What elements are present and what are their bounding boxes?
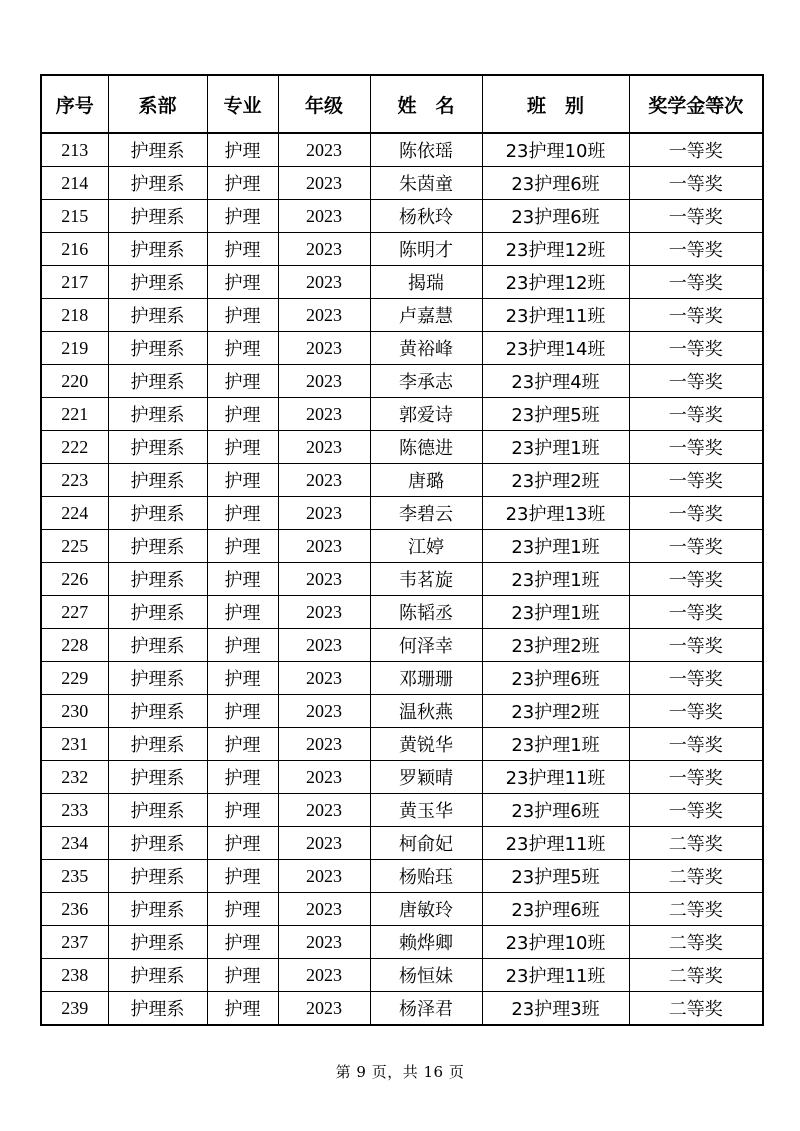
cell-department: 护理系 [108, 266, 207, 299]
cell-scholarship-level: 二等奖 [629, 893, 763, 926]
cell-grade: 2023 [278, 794, 370, 827]
cell-scholarship-level: 一等奖 [629, 563, 763, 596]
cell-department: 护理系 [108, 827, 207, 860]
cell-major: 护理 [207, 497, 278, 530]
cell-serial: 225 [41, 530, 108, 563]
cell-scholarship-level: 一等奖 [629, 794, 763, 827]
cell-major: 护理 [207, 200, 278, 233]
cell-name: 唐璐 [370, 464, 482, 497]
cell-name: 郭爱诗 [370, 398, 482, 431]
table-row [41, 695, 763, 728]
cell-name: 何泽幸 [370, 629, 482, 662]
cell-name: 陈韬丞 [370, 596, 482, 629]
table-row [41, 266, 763, 299]
cell-class: 23护理2班 [482, 629, 629, 662]
cell-grade: 2023 [278, 959, 370, 992]
cell-class: 23护理1班 [482, 530, 629, 563]
cell-scholarship-level: 二等奖 [629, 827, 763, 860]
header-class: 班 别 [482, 75, 629, 133]
cell-class: 23护理3班 [482, 992, 629, 1026]
cell-major: 护理 [207, 563, 278, 596]
cell-name: 朱茵童 [370, 167, 482, 200]
cell-class: 23护理10班 [482, 133, 629, 167]
cell-grade: 2023 [278, 563, 370, 596]
cell-name: 陈明才 [370, 233, 482, 266]
cell-name: 揭瑞 [370, 266, 482, 299]
cell-department: 护理系 [108, 332, 207, 365]
cell-scholarship-level: 一等奖 [629, 299, 763, 332]
cell-name: 黄锐华 [370, 728, 482, 761]
cell-class: 23护理11班 [482, 761, 629, 794]
table-row [41, 530, 763, 563]
cell-serial: 237 [41, 926, 108, 959]
cell-department: 护理系 [108, 860, 207, 893]
cell-grade: 2023 [278, 266, 370, 299]
cell-major: 护理 [207, 827, 278, 860]
cell-name: 罗颖晴 [370, 761, 482, 794]
cell-class: 23护理6班 [482, 893, 629, 926]
cell-grade: 2023 [278, 497, 370, 530]
cell-grade: 2023 [278, 464, 370, 497]
cell-serial: 221 [41, 398, 108, 431]
cell-class: 23护理11班 [482, 827, 629, 860]
header-serial: 序号 [41, 75, 108, 133]
cell-department: 护理系 [108, 200, 207, 233]
cell-class: 23护理1班 [482, 431, 629, 464]
cell-class: 23护理13班 [482, 497, 629, 530]
cell-grade: 2023 [278, 299, 370, 332]
cell-name: 杨贻珏 [370, 860, 482, 893]
cell-scholarship-level: 一等奖 [629, 695, 763, 728]
cell-major: 护理 [207, 398, 278, 431]
cell-scholarship-level: 二等奖 [629, 926, 763, 959]
cell-name: 柯俞妃 [370, 827, 482, 860]
cell-department: 护理系 [108, 431, 207, 464]
cell-name: 李碧云 [370, 497, 482, 530]
header-row [41, 75, 763, 133]
cell-department: 护理系 [108, 728, 207, 761]
cell-serial: 215 [41, 200, 108, 233]
cell-scholarship-level: 一等奖 [629, 266, 763, 299]
table-row [41, 200, 763, 233]
cell-name: 黄裕峰 [370, 332, 482, 365]
cell-major: 护理 [207, 959, 278, 992]
table-row [41, 893, 763, 926]
scholarship-roster-sheet [40, 74, 762, 1026]
table-row [41, 233, 763, 266]
cell-serial: 229 [41, 662, 108, 695]
cell-grade: 2023 [278, 662, 370, 695]
cell-serial: 216 [41, 233, 108, 266]
cell-grade: 2023 [278, 596, 370, 629]
cell-scholarship-level: 一等奖 [629, 596, 763, 629]
cell-department: 护理系 [108, 926, 207, 959]
cell-grade: 2023 [278, 926, 370, 959]
cell-name: 陈德进 [370, 431, 482, 464]
cell-grade: 2023 [278, 200, 370, 233]
cell-department: 护理系 [108, 530, 207, 563]
cell-class: 23护理11班 [482, 959, 629, 992]
table-row [41, 563, 763, 596]
cell-scholarship-level: 一等奖 [629, 629, 763, 662]
cell-grade: 2023 [278, 133, 370, 167]
cell-grade: 2023 [278, 332, 370, 365]
cell-scholarship-level: 一等奖 [629, 332, 763, 365]
cell-major: 护理 [207, 167, 278, 200]
cell-department: 护理系 [108, 167, 207, 200]
cell-major: 护理 [207, 728, 278, 761]
cell-serial: 213 [41, 133, 108, 167]
cell-name: 黄玉华 [370, 794, 482, 827]
cell-serial: 224 [41, 497, 108, 530]
cell-major: 护理 [207, 761, 278, 794]
cell-grade: 2023 [278, 695, 370, 728]
cell-name: 唐敏玲 [370, 893, 482, 926]
cell-department: 护理系 [108, 596, 207, 629]
cell-class: 23护理1班 [482, 563, 629, 596]
table-row [41, 398, 763, 431]
cell-name: 陈依瑶 [370, 133, 482, 167]
cell-class: 23护理1班 [482, 728, 629, 761]
table-row [41, 860, 763, 893]
cell-scholarship-level: 一等奖 [629, 398, 763, 431]
cell-scholarship-level: 一等奖 [629, 133, 763, 167]
cell-department: 护理系 [108, 299, 207, 332]
cell-name: 卢嘉慧 [370, 299, 482, 332]
table-row [41, 365, 763, 398]
cell-scholarship-level: 一等奖 [629, 167, 763, 200]
cell-class: 23护理10班 [482, 926, 629, 959]
cell-grade: 2023 [278, 992, 370, 1026]
cell-name: 杨恒妹 [370, 959, 482, 992]
cell-class: 23护理6班 [482, 200, 629, 233]
cell-class: 23护理1班 [482, 596, 629, 629]
cell-major: 护理 [207, 133, 278, 167]
cell-major: 护理 [207, 596, 278, 629]
cell-department: 护理系 [108, 893, 207, 926]
cell-name: 杨秋玲 [370, 200, 482, 233]
cell-major: 护理 [207, 893, 278, 926]
cell-class: 23护理6班 [482, 662, 629, 695]
cell-serial: 235 [41, 860, 108, 893]
cell-department: 护理系 [108, 563, 207, 596]
table-row [41, 332, 763, 365]
cell-serial: 226 [41, 563, 108, 596]
cell-class: 23护理6班 [482, 167, 629, 200]
cell-scholarship-level: 一等奖 [629, 431, 763, 464]
cell-serial: 223 [41, 464, 108, 497]
cell-class: 23护理5班 [482, 398, 629, 431]
cell-class: 23护理6班 [482, 794, 629, 827]
cell-serial: 214 [41, 167, 108, 200]
cell-department: 护理系 [108, 464, 207, 497]
cell-scholarship-level: 一等奖 [629, 365, 763, 398]
cell-department: 护理系 [108, 761, 207, 794]
cell-grade: 2023 [278, 398, 370, 431]
cell-class: 23护理11班 [482, 299, 629, 332]
cell-serial: 217 [41, 266, 108, 299]
cell-serial: 230 [41, 695, 108, 728]
cell-department: 护理系 [108, 629, 207, 662]
cell-serial: 236 [41, 893, 108, 926]
cell-class: 23护理5班 [482, 860, 629, 893]
header-grade: 年级 [278, 75, 370, 133]
cell-grade: 2023 [278, 233, 370, 266]
cell-major: 护理 [207, 530, 278, 563]
cell-grade: 2023 [278, 431, 370, 464]
cell-department: 护理系 [108, 398, 207, 431]
cell-scholarship-level: 二等奖 [629, 992, 763, 1026]
cell-class: 23护理4班 [482, 365, 629, 398]
table-row [41, 728, 763, 761]
cell-major: 护理 [207, 695, 278, 728]
cell-department: 护理系 [108, 794, 207, 827]
cell-grade: 2023 [278, 728, 370, 761]
cell-class: 23护理2班 [482, 464, 629, 497]
header-major: 专业 [207, 75, 278, 133]
cell-grade: 2023 [278, 827, 370, 860]
cell-major: 护理 [207, 860, 278, 893]
cell-major: 护理 [207, 926, 278, 959]
cell-major: 护理 [207, 431, 278, 464]
cell-serial: 233 [41, 794, 108, 827]
cell-scholarship-level: 一等奖 [629, 728, 763, 761]
table-row [41, 497, 763, 530]
cell-scholarship-level: 一等奖 [629, 662, 763, 695]
table-row [41, 133, 763, 167]
cell-department: 护理系 [108, 133, 207, 167]
cell-department: 护理系 [108, 662, 207, 695]
table-row [41, 629, 763, 662]
cell-class: 23护理14班 [482, 332, 629, 365]
cell-serial: 239 [41, 992, 108, 1026]
table-header [41, 75, 763, 133]
header-name: 姓 名 [370, 75, 482, 133]
table-row [41, 992, 763, 1026]
table-row [41, 827, 763, 860]
cell-department: 护理系 [108, 959, 207, 992]
cell-serial: 222 [41, 431, 108, 464]
cell-scholarship-level: 二等奖 [629, 860, 763, 893]
cell-serial: 232 [41, 761, 108, 794]
cell-serial: 238 [41, 959, 108, 992]
table-row [41, 299, 763, 332]
table-row [41, 596, 763, 629]
cell-major: 护理 [207, 332, 278, 365]
cell-serial: 227 [41, 596, 108, 629]
cell-major: 护理 [207, 299, 278, 332]
cell-grade: 2023 [278, 629, 370, 662]
cell-name: 温秋燕 [370, 695, 482, 728]
cell-department: 护理系 [108, 992, 207, 1026]
cell-serial: 234 [41, 827, 108, 860]
cell-department: 护理系 [108, 695, 207, 728]
scholarship-table [40, 74, 764, 1026]
cell-scholarship-level: 一等奖 [629, 761, 763, 794]
cell-grade: 2023 [278, 167, 370, 200]
cell-class: 23护理12班 [482, 233, 629, 266]
cell-scholarship-level: 二等奖 [629, 959, 763, 992]
table-row [41, 431, 763, 464]
cell-scholarship-level: 一等奖 [629, 530, 763, 563]
cell-major: 护理 [207, 662, 278, 695]
cell-scholarship-level: 一等奖 [629, 464, 763, 497]
table-row [41, 794, 763, 827]
cell-serial: 228 [41, 629, 108, 662]
cell-class: 23护理12班 [482, 266, 629, 299]
table-row [41, 464, 763, 497]
table-row [41, 959, 763, 992]
cell-major: 护理 [207, 464, 278, 497]
cell-grade: 2023 [278, 365, 370, 398]
cell-major: 护理 [207, 233, 278, 266]
cell-name: 赖烨卿 [370, 926, 482, 959]
cell-name: 杨泽君 [370, 992, 482, 1026]
cell-serial: 220 [41, 365, 108, 398]
table-row [41, 761, 763, 794]
cell-scholarship-level: 一等奖 [629, 200, 763, 233]
cell-serial: 218 [41, 299, 108, 332]
cell-scholarship-level: 一等奖 [629, 233, 763, 266]
cell-department: 护理系 [108, 365, 207, 398]
table-row [41, 926, 763, 959]
cell-major: 护理 [207, 266, 278, 299]
cell-serial: 231 [41, 728, 108, 761]
header-scholarship-level: 奖学金等次 [629, 75, 763, 133]
cell-grade: 2023 [278, 530, 370, 563]
cell-major: 护理 [207, 629, 278, 662]
cell-major: 护理 [207, 365, 278, 398]
table-row [41, 167, 763, 200]
cell-name: 李承志 [370, 365, 482, 398]
table-body [41, 133, 763, 1025]
cell-grade: 2023 [278, 761, 370, 794]
cell-scholarship-level: 一等奖 [629, 497, 763, 530]
cell-major: 护理 [207, 794, 278, 827]
page-number-footer: 第 9 页，共 16 页 [335, 1063, 465, 1081]
cell-major: 护理 [207, 992, 278, 1026]
cell-name: 邓珊珊 [370, 662, 482, 695]
cell-serial: 219 [41, 332, 108, 365]
cell-grade: 2023 [278, 893, 370, 926]
cell-class: 23护理2班 [482, 695, 629, 728]
cell-grade: 2023 [278, 860, 370, 893]
cell-department: 护理系 [108, 233, 207, 266]
header-department: 系部 [108, 75, 207, 133]
table-row [41, 662, 763, 695]
cell-name: 江婷 [370, 530, 482, 563]
cell-department: 护理系 [108, 497, 207, 530]
cell-name: 韦茗旋 [370, 563, 482, 596]
